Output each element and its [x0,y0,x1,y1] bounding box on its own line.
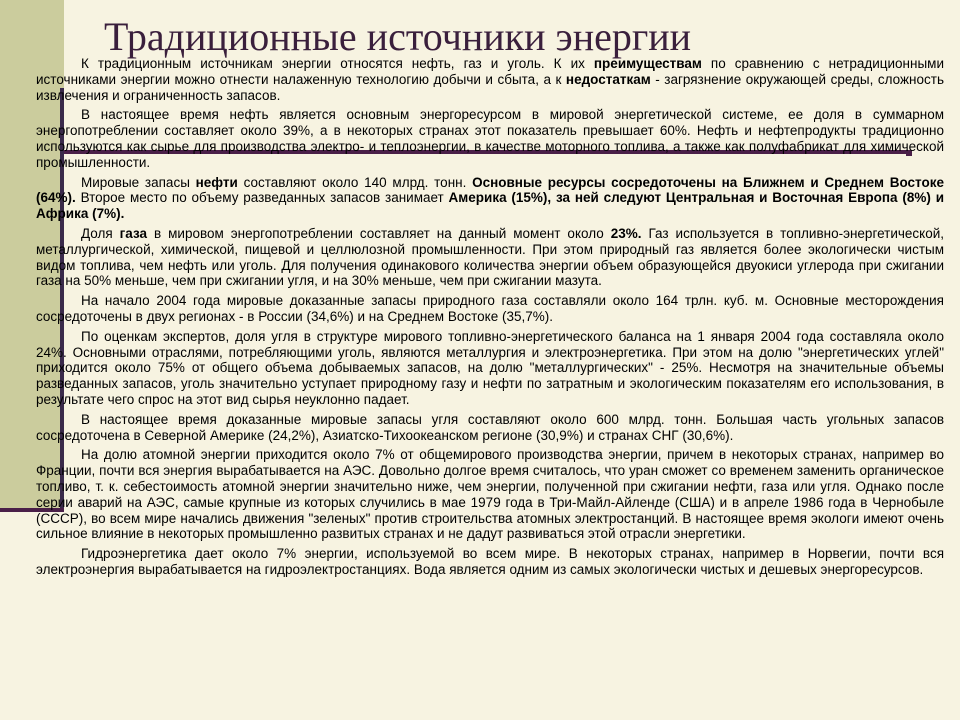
paragraph [36,175,944,222]
text-run: Газ используется в топливно-энергетической, металлургической, химической, пищевой и целлюлозной промышленности. При этом природный газ является более экологически чистым видом топлива, чем нефть или уголь. Для получения одинакового количества энергии объем образующейся двуокиси углерода при сжигании газа на 50% меньше, чем при сжигании угля, и на 30% меньше, чем при сжигании мазута. [36,225,945,289]
bold-text-run: преимуществам [593,56,702,71]
text-run: К традиционным источникам энергии относятся нефть, газ и уголь. К их [81,56,594,71]
paragraph [36,447,944,542]
bold-text-run: газа [119,225,148,241]
text-run: На долю атомной энергии приходится около 7% от общемирового производства энергии, причем в некоторых странах, например во Франции, почти вся энергия вырабатывается на АЭС. Довольно долгое время считалось, что уран сможет со временем заменить органическое топливо, т. к. себестоимость атомной энергии значительно ниже, чем энергии, полученной при сжигании нефти, газа или угля. Однако после серии аварий на АЭС, самые крупные из которых случились в мае 1979 года в Три-Майл-Айленде (США) и в апреле 1986 года в Чернобыле (СССР), во всем мире начались движения "зеленых" против строительства атомных электростанций. В настоящее время экологи имеют очень сильное влияние в некоторых промышленно развитых странах и не дадут развиваться этой отрасли энергетики. [36,447,944,542]
bold-text-run: Основные ресурсы сосредоточены на Ближнем и Среднем Востоке (64%). [36,174,944,206]
bold-text-run: недостаткам [565,71,651,87]
text-run: Гидроэнергетика дает около 7% энергии, используемой во всем мире. В некоторых странах, например в Норвегии, почти вся электроэнергия вырабатывается на гидроэлектростанциях. Вода является одним из самых экологически чистых и дешевых энергоресурсов. [36,546,944,577]
text-run: В настоящее время доказанные мировые запасы угля составляют около 600 млрд. тонн. Большая часть угольных запасов сосредоточена в Северной Америке (24,2%), Азиатско-Тихоокеанском регионе (30,9%) и странах СНГ (30,6%). [36,411,944,443]
bold-text-run: нефти [195,174,238,190]
paragraph [36,107,944,170]
text-run: Мировые запасы [81,174,196,190]
paragraph [36,293,944,325]
paragraph [36,329,944,408]
text-run: составляют около 140 млрд. тонн. [237,174,473,190]
paragraph [36,412,944,444]
text-run: в мировом энергопотреблении составляет на данный момент около [147,225,611,241]
text-run: Второе место по объему разведанных запасов занимает [75,190,449,206]
bold-text-run: Америка (15%), за ней следуют Центральная и Восточная Европа (8%) и Африка (7%). [36,190,944,222]
text-run: Доля [81,225,120,241]
paragraph [36,56,944,103]
slide-body [36,56,944,582]
text-run: - загрязнение окружающей среды, сложность извлечения и ограниченность запасов. [36,71,944,103]
bold-text-run: 23%. [610,225,642,241]
text-run: В настоящее время нефть является основным энергоресурсом в мировой энергетической системе, ее доля в суммарном энергопотреблении составляет около 39%, а в некоторых странах этот показатель превышает 60%. Нефть и нефтепродукты традиционно используются как сырье для производства электро- и теплоэнергии, в качестве моторного топлива, а также как полуфабрикат для химической промышленности. [36,107,944,170]
text-run: На начало 2004 года мировые доказанные запасы природного газа составляли около 164 трлн. куб. м. Основные месторождения сосредоточены в двух регионах - в России (34,6%) и на Среднем Востоке (35,7%). [36,293,944,324]
paragraph [36,546,944,578]
text-run: По оценкам экспертов, доля угля в структуре мирового топливно-энергетического баланса на 1 января 2004 года составляла около 24%. Основными отраслями, потребляющими уголь, являются металлургия и электроэнергетика. При этом на долю "энергетических углей" приходится около 75% от общего объема добываемых запасов, на долю "металлургических" - 25%. Несмотря на значительные объемы разведанных запасов, уголь значительно уступает природному газу и нефти по затратным и экологическим показателям его использования, в результате чего спрос на этот вид сырья неуклонно падает. [36,328,944,407]
paragraph [36,226,944,289]
slide-title: Традиционные источники энергии [104,14,692,59]
text-run: по сравнению с нетрадиционными источниками энергии можно отнести налаженную технологию добычи и сбыта, а к [36,56,944,87]
